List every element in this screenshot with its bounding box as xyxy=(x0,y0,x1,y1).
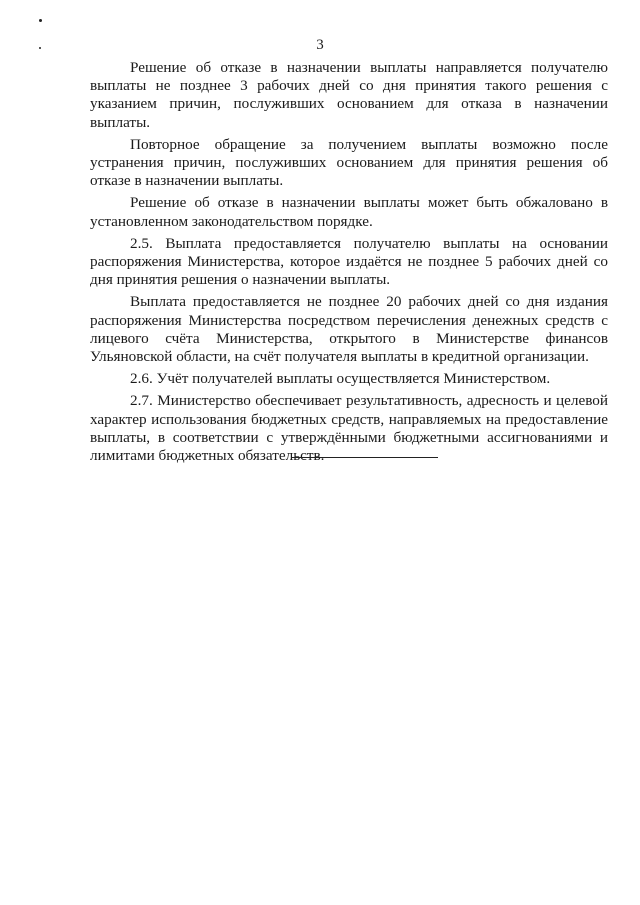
page-number: 3 xyxy=(316,37,324,53)
paragraph: 2.7. Министерство обеспечивает результативность, адресность и целевой характер использования бюджетных средств, направляемых на предоставление выплаты, в соответствии с утверждёнными бюджетными ассигнованиями и лимитами бюджетных обязательств. xyxy=(90,392,608,465)
paragraph: Повторное обращение за получением выплаты возможно после устранения причин, послуживших основанием для принятия решения об отказе в назначении выплаты. xyxy=(90,135,608,190)
paragraph: Решение об отказе в назначении выплаты направляется получателю выплаты не позднее 3 рабочих дней со дня принятия такого решения с указанием причин, послуживших основанием для отказа в назначении выплаты. xyxy=(90,59,608,131)
scan-dot xyxy=(39,19,42,22)
document-body xyxy=(90,59,608,465)
end-of-text-rule xyxy=(292,457,438,458)
paragraph: Выплата предоставляется не позднее 20 рабочих дней со дня издания распоряжения Министерства посредством перечисления денежных средств с лицевого счёта Министерства, открытого в Министерстве финансов Ульяновской области, на счёт получателя выплаты в кредитной организации. xyxy=(90,293,608,366)
paragraph: 2.5. Выплата предоставляется получателю выплаты на основании распоряжения Министерства, которое издаётся не позднее 5 рабочих дней со дня принятия решения о назначении выплаты. xyxy=(90,234,608,289)
paragraph: 2.6. Учёт получателей выплаты осуществляется Министерством. xyxy=(130,370,551,388)
paragraph: Решение об отказе в назначении выплаты может быть обжаловано в установленном законодательством порядке. xyxy=(90,194,608,230)
